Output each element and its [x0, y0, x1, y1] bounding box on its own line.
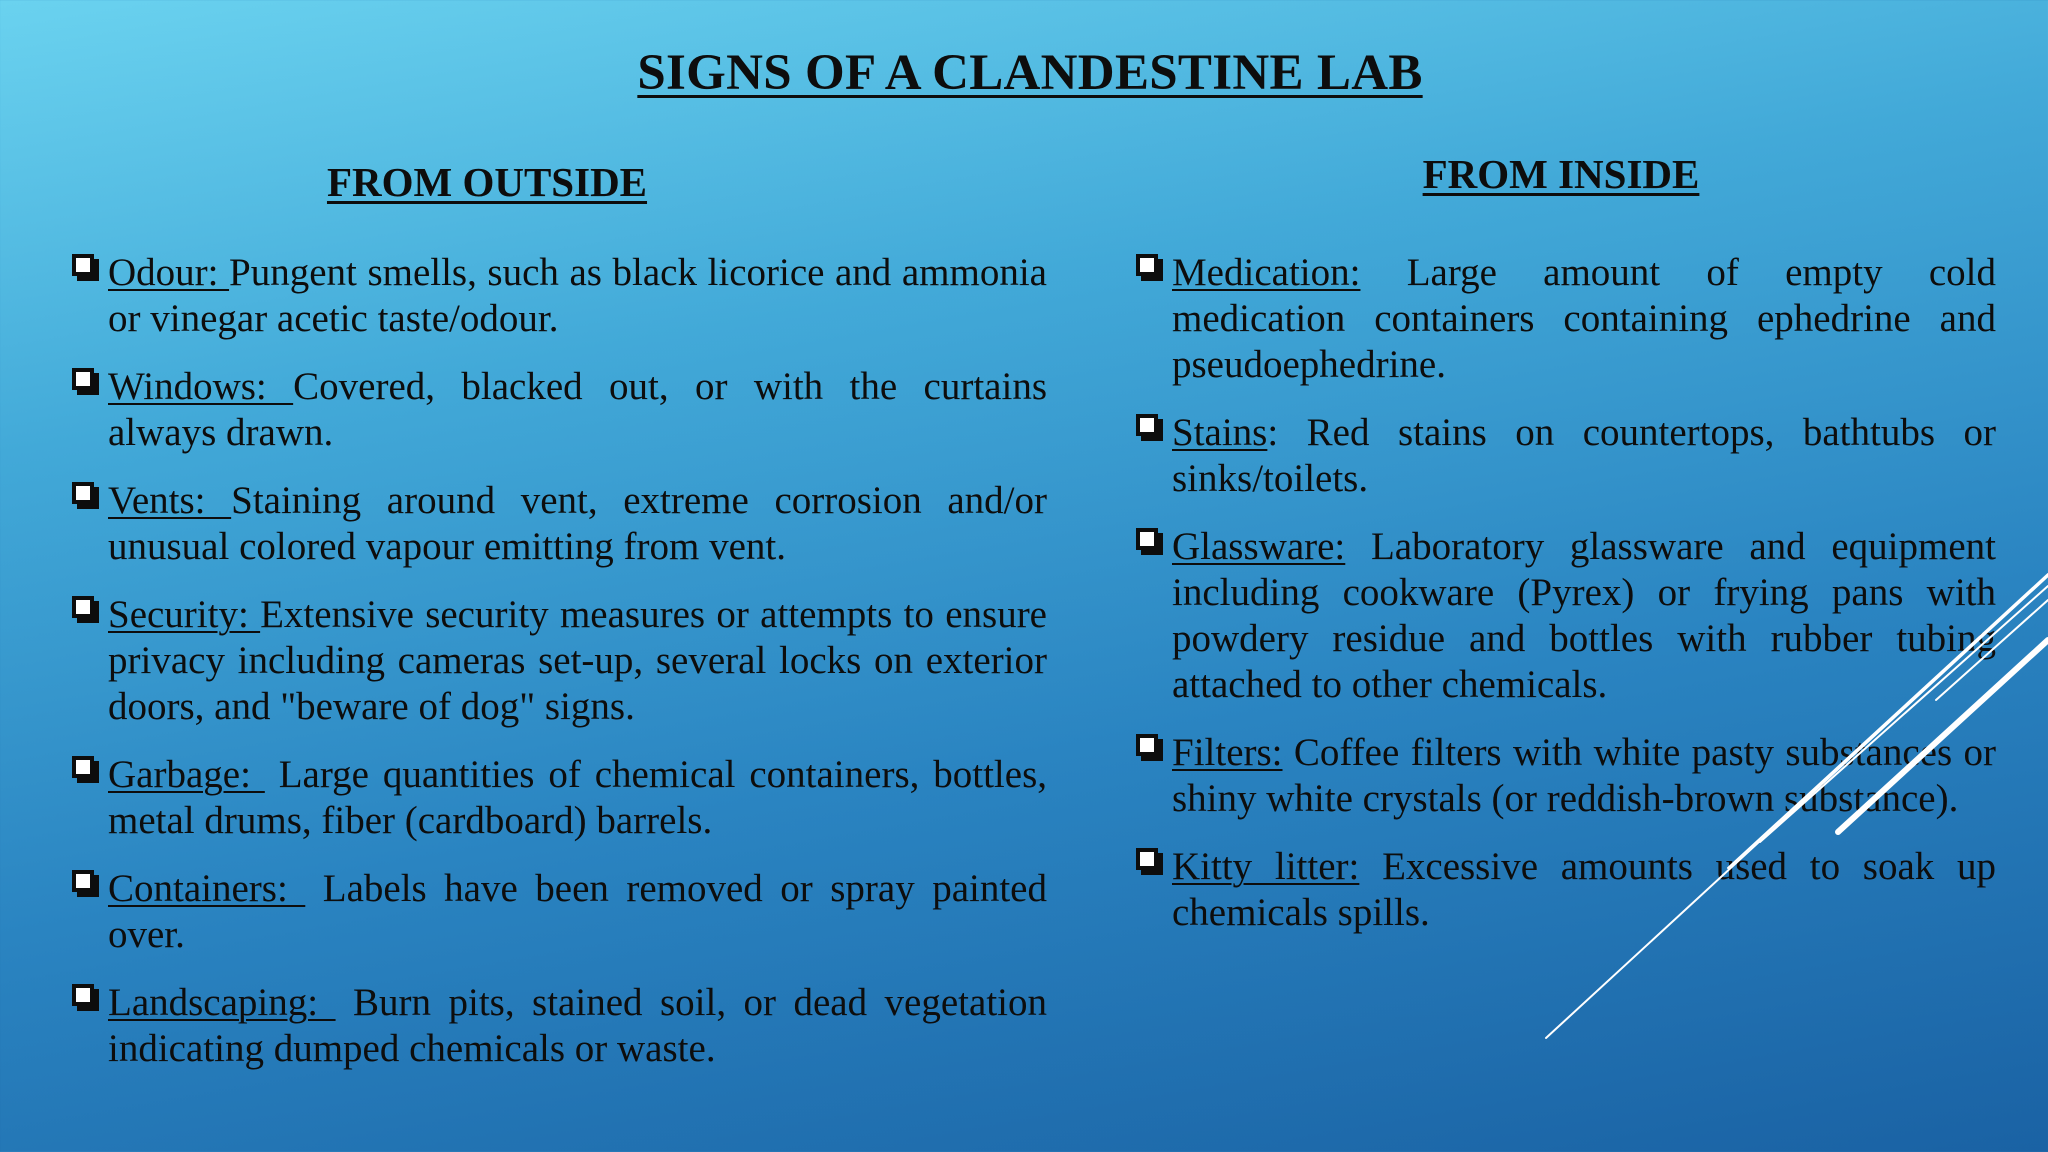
slide-title: SIGNS OF A CLANDESTINE LAB [637, 45, 1423, 101]
list-item-landscaping [72, 980, 1047, 1072]
item-term: Security: [108, 593, 261, 636]
checkbox-bullet-icon [72, 254, 94, 276]
checkbox-bullet-icon [72, 482, 94, 504]
item-term: Medication: [1172, 251, 1361, 294]
list-item-windows [72, 364, 1047, 456]
item-term: Windows: [108, 365, 294, 408]
list-item-glassware [1136, 524, 1996, 708]
list-item-containers [72, 866, 1047, 958]
item-text: Staining around vent, extreme corrosion and/or unusual colored vapour emitting from vent. [108, 479, 1048, 568]
item-term: Glassware: [1172, 525, 1346, 568]
checkbox-bullet-icon [72, 870, 94, 892]
item-term: Stains [1172, 411, 1268, 454]
inside-signs-list [1136, 250, 1996, 958]
checkbox-bullet-icon [72, 596, 94, 618]
checkbox-bullet-icon [1136, 734, 1158, 756]
item-text: Pungent smells, such as black licorice and ammonia or vinegar acetic taste/odour. [108, 251, 1047, 340]
checkbox-bullet-icon [1136, 414, 1158, 436]
list-item-security [72, 592, 1047, 730]
item-text: Large quantities of chemical containers, bottles, metal drums, fiber (cardboard) barrels. [108, 753, 1048, 842]
item-text: Coffee filters with white pasty substances or shiny white crystals (or reddish-brown substance). [1172, 731, 1996, 820]
list-item-kitty-litter [1136, 844, 1996, 936]
item-text: Extensive security measures or attempts to ensure privacy including cameras set-up, several locks on exterior doors, and "beware of dog" signs. [108, 593, 1047, 728]
item-term: Vents: [108, 479, 232, 522]
item-text: Excessive amounts used to soak up chemicals spills. [1172, 845, 1996, 934]
item-term: Garbage: [108, 753, 265, 796]
checkbox-bullet-icon [72, 368, 94, 390]
item-term: Containers: [108, 867, 306, 910]
list-item-stains [1136, 410, 1996, 502]
checkbox-bullet-icon [1136, 528, 1158, 550]
item-term: Odour: [108, 251, 230, 294]
item-term: Landscaping: [108, 981, 336, 1024]
checkbox-bullet-icon [1136, 254, 1158, 276]
list-item-medication [1136, 250, 1996, 388]
heading-from-inside: FROM INSIDE [1422, 151, 1700, 197]
item-text: Large amount of empty cold medication containers containing ephedrine and pseudoephedrine. [1172, 251, 1996, 386]
checkbox-bullet-icon [1136, 848, 1158, 870]
outside-signs-list [72, 250, 1047, 1094]
item-text: : Red stains on countertops, bathtubs or sinks/toilets. [1172, 411, 1996, 500]
list-item-odour [72, 250, 1047, 342]
item-text: Laboratory glassware and equipment including cookware (Pyrex) or frying pans with powdery residue and bottles with rubber tubing attached to other chemicals. [1172, 525, 1996, 706]
item-text: Burn pits, stained soil, or dead vegetation indicating dumped chemicals or waste. [108, 981, 1047, 1070]
item-text: Labels have been removed or spray painted over. [108, 867, 1047, 956]
item-term: Kitty litter: [1172, 845, 1360, 888]
checkbox-bullet-icon [72, 756, 94, 778]
item-text: Covered, blacked out, or with the curtains always drawn. [108, 365, 1047, 454]
list-item-vents [72, 478, 1047, 570]
checkbox-bullet-icon [72, 984, 94, 1006]
list-item-filters [1136, 730, 1996, 822]
list-item-garbage [72, 752, 1047, 844]
heading-from-outside: FROM OUTSIDE [326, 159, 648, 205]
item-term: Filters: [1172, 731, 1283, 774]
